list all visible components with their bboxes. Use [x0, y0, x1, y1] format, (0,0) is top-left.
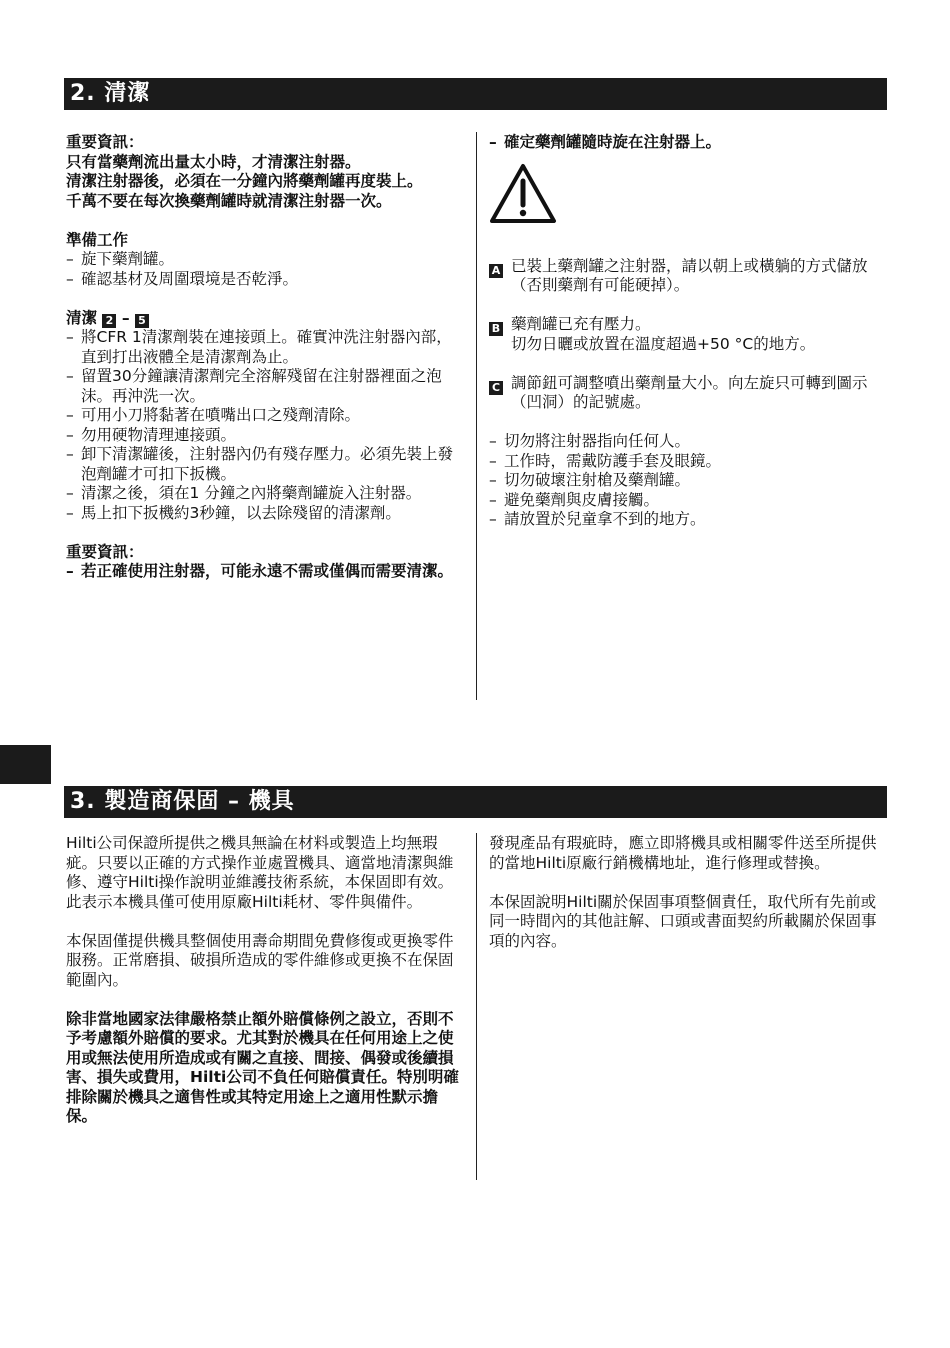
important-heading: 重要資訊：: [66, 133, 144, 151]
important-note: 只有當藥劑流出量太小時，才清潔注射器。: [66, 152, 361, 171]
section-3-title: 3. 製造商保固 – 機具: [64, 786, 887, 818]
list-item: – 避免藥劑與皮膚接觸。: [489, 490, 660, 509]
list-item: – 確認基材及周圍環境是否乾淨。: [66, 269, 299, 288]
section-2-title: 2. 清潔: [64, 78, 887, 110]
list-item: – 確定藥劑罐隨時旋在注射器上。: [489, 133, 722, 151]
list-item: – 切勿破壞注射槍及藥劑罐。: [489, 471, 691, 489]
label-a-box: A: [489, 264, 503, 278]
column-divider: [476, 833, 477, 1180]
list-item: – 若正確使用注射器，可能永遠不需或僅偶而需要清潔。: [66, 562, 454, 580]
label-b-box: B: [489, 322, 503, 336]
clean-heading: 清潔 2 – 5: [66, 309, 466, 329]
section-2-left-column: [66, 133, 466, 582]
list-item: – 可用小刀將黏著在噴嘴出口之殘劑清除。: [66, 406, 361, 424]
label-a-note: A 已裝上藥劑罐之注射器，請以朝上或橫躺的方式儲放（否則藥劑有可能硬掉）。: [489, 257, 887, 296]
list-item: – 工作時，需戴防護手套及眼鏡。: [489, 451, 722, 470]
list-item: – 馬上扣下扳機約3秒鐘，以去除殘留的清潔劑。: [66, 503, 401, 522]
list-item: – 請放置於兒童拿不到的地方。: [489, 510, 706, 528]
chapter-tab: [0, 745, 51, 784]
list-item: – 勿用硬物清理連接頭。: [66, 425, 237, 444]
section-3-left-column: [66, 834, 466, 1127]
warranty-disclaimer: 除非當地國家法律嚴格禁止額外賠償條例之設立，否則不予考慮額外賠償的要求。尤其對於機具在任何用途上之使用或無法使用所造成或有關之直接、間接、偶發或後續損害、損失或費用，Hilti公司不負任何賠償責任。特別明確排除關於機具之適售性或其特定用途上之適用性默示擔保。: [66, 1009, 459, 1125]
important-note: 清潔注射器後，必須在一分鐘內將藥劑罐再度裝上。: [66, 172, 423, 190]
important-note: 千萬不要在每次換藥劑罐時就清潔注射器一次。: [66, 191, 392, 210]
warranty-paragraph: 發現產品有瑕疵時，應立即將機具或相關零件送至所提供的當地Hilti原廠行銷機構地址，進行修理或替換。: [489, 834, 877, 872]
figure-ref-5: 5: [135, 314, 149, 328]
list-item: – 旋下藥劑罐。: [66, 250, 175, 268]
label-c-note: C 調節鈕可調整噴出藥劑量大小。向左旋只可轉到圖示（凹洞）的記號處。: [489, 374, 887, 413]
label-c-box: C: [489, 381, 503, 395]
prep-heading: 準備工作: [66, 230, 129, 249]
figure-ref-2: 2: [102, 314, 116, 328]
list-item: – 卸下清潔罐後，注射器內仍有殘存壓力。必須先裝上發泡劑罐才可扣下扳機。: [66, 445, 454, 483]
list-item: – 將CFR 1清潔劑裝在連接頭上。確實沖洗注射器內部，直到打出液體全是清潔劑為止。: [66, 328, 452, 366]
warning-triangle-icon: [489, 163, 557, 225]
list-item: – 留置30分鐘讓清潔劑完全溶解殘留在注射器裡面之泡沫。再沖洗一次。: [66, 367, 442, 405]
column-divider: [476, 132, 477, 700]
section-2-right-column: [489, 133, 887, 530]
warning-area: [489, 153, 887, 245]
list-item: – 清潔之後，須在1 分鐘之內將藥劑罐旋入注射器。: [66, 484, 422, 502]
warranty-paragraph: 本保固僅提供機具整個使用壽命期間免費修復或更換零件服務。正常磨損、破損所造成的零件維修或更換不在保固範圍內。: [66, 931, 454, 989]
label-b-note: B 藥劑罐已充有壓力。 切勿日曬或放置在溫度超過+50 °C的地方。: [489, 315, 887, 354]
important-heading: 重要資訊：: [66, 542, 144, 561]
warranty-paragraph: Hilti公司保證所提供之機具無論在材料或製造上均無瑕疵。只要以正確的方式操作並處置機具、適當地清潔與維修、遵守Hilti操作說明並維護技術系統，本保固即有效。此表示本機具僅可使用原廠Hilti耗材、零件與備件。: [66, 834, 454, 911]
warranty-paragraph: 本保固說明Hilti關於保固事項整個責任，取代所有先前或同一時間內的其他註解、口頭或書面契約所載關於保固事項的內容。: [489, 892, 877, 950]
list-item: – 切勿將注射器指向任何人。: [489, 432, 691, 450]
section-3-right-column: [489, 834, 887, 951]
